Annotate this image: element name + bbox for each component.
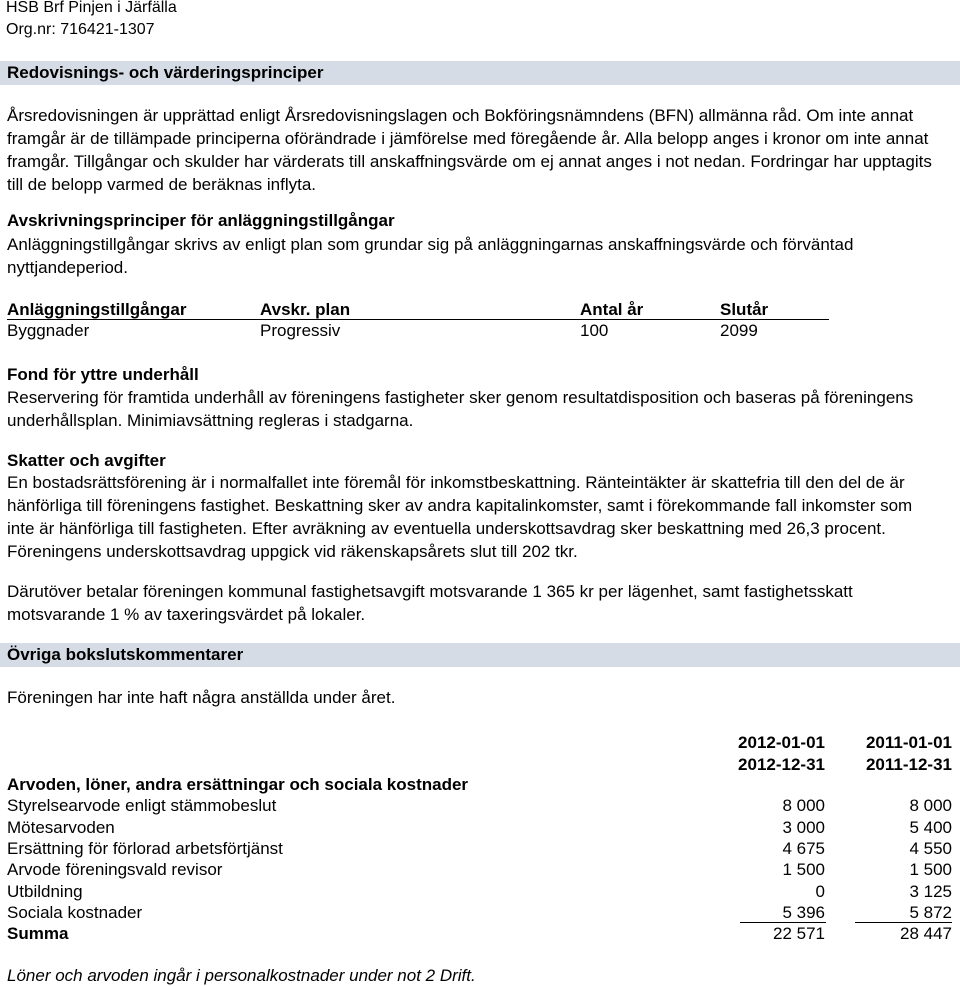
table-cell-asset: Byggnader [7,321,90,340]
total-value-2012: 22 571 [773,924,825,943]
table-header-plan: Avskr. plan [260,300,351,319]
total-label: Summa [7,924,69,943]
total-value-2011: 28 447 [900,924,952,943]
row-value-2011: 5 400 [909,818,952,837]
fund-text: Reservering för framtida underhåll av föreningens fastigheter sker genom resultatdisposition och baseras på föreningens underhållsplan. Minimiavsättning regleras i stadgarna. [7,388,914,430]
row-value-2011: 3 125 [909,882,952,901]
depreciation-heading: Avskrivningsprinciper för anläggningstillgångar [7,211,395,230]
row-value-2011: 1 500 [909,860,952,879]
row-value-2012: 1 500 [782,860,825,879]
tax-text-1: En bostadsrättsförening är i normalfallet inte föremål för inkomstbeskattning. Ränteintäkter är skattefria till den del de är hänförliga till föreningens fastighet. Beskattning sker av andra kapitalinkomster, samt i förekommande fall inkomster som inte är hänförliga till fastigheten. Efter avräkning av eventuella underskottsavdrag sker beskattning med 26,3 procent. Föreningens underskottsavdrag uppgick vid räkenskapsårets slut till 202 tkr. [7,473,913,561]
tax-heading: Skatter och avgifter [7,451,166,470]
col1-period-to: 2012-12-31 [738,755,825,774]
row-value-2012: 5 396 [782,903,825,922]
subtotal-underline-2011 [855,922,952,923]
row-value-2011: 8 000 [909,796,952,815]
org-name: HSB Brf Pinjen i Järfälla [6,0,177,16]
org-number: Org.nr: 716421-1307 [6,21,155,38]
row-label: Sociala kostnader [7,903,143,922]
col2-period-to: 2011-12-31 [865,755,952,774]
section-title-other-comments: Övriga bokslutskommentarer [7,645,244,664]
compensation-footnote: Löner och arvoden ingår i personalkostnader under not 2 Drift. [7,966,476,985]
row-value-2012: 0 [815,882,825,901]
table-header-years: Antal år [580,300,644,319]
row-value-2011: 4 550 [909,839,952,858]
fund-heading: Fond för yttre underhåll [7,365,199,384]
tax-text-2: Därutöver betalar föreningen kommunal fastighetsavgift motsvarande 1 365 kr per lägenhet, samt fastighetsskatt motsvarande 1 % av taxeringsvärdet på lokaler. [7,582,853,624]
col2-period-from: 2011-01-01 [865,733,952,752]
row-label: Mötesarvoden [7,818,115,837]
row-label: Ersättning för förlorad arbetsförtjänst [7,839,283,858]
table-cell-years: 100 [580,321,609,340]
col1-period-from: 2012-01-01 [738,733,825,752]
table-header-asset: Anläggningstillgångar [7,300,187,319]
row-label: Styrelsearvode enligt stämmobeslut [7,796,277,815]
row-value-2012: 4 675 [782,839,825,858]
depreciation-text: Anläggningstillgångar skrivs av enligt plan som grundar sig på anläggningarnas anskaffningsvärde och förväntad nyttjandeperiod. [7,235,854,277]
section-title-accounting-principles: Redovisnings- och värderingsprinciper [7,63,324,82]
row-value-2011: 5 872 [909,903,952,922]
table-header-underline [7,319,829,320]
table-header-end-year: Slutår [720,300,769,319]
table-cell-end-year: 2099 [720,321,758,340]
row-label: Arvode föreningsvald revisor [7,860,223,879]
row-value-2012: 3 000 [782,818,825,837]
table-cell-plan: Progressiv [260,321,341,340]
compensation-heading: Arvoden, löner, andra ersättningar och sociala kostnader [7,775,469,794]
row-value-2012: 8 000 [782,796,825,815]
accounting-principles-paragraph: Årsredovisningen är upprättad enligt Årsredovisningslagen och Bokföringsnämndens (BFN) allmänna råd. Om inte annat framgår är de tillämpade principerna oförändrade i jämförelse med föregående år. Alla belopp anges i kronor om inte annat framgår. Tillgångar och skulder har värderats till anskaffningsvärde om ej annat anges i not nedan. Fordringar har upptagits till de belopp varmed de beräknas inflyta. [7,106,932,194]
row-label: Utbildning [7,882,83,901]
other-comments-text: Föreningen har inte haft några anställda under året. [7,688,396,707]
subtotal-underline-2012 [740,922,826,923]
